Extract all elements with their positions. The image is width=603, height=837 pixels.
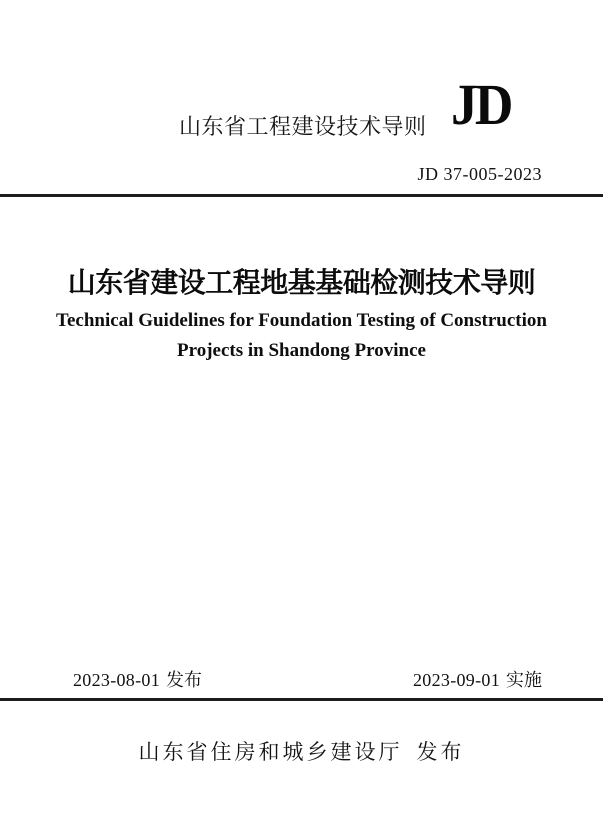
jd-logo: JD [451, 72, 511, 137]
publisher-line [0, 736, 603, 766]
issue-date [73, 666, 202, 692]
standard-code: JD 37-005-2023 [417, 164, 542, 184]
document-title-en-line1: Technical Guidelines for Foundation Testing of Construction [56, 310, 547, 331]
document-title-zh: 山东省建设工程地基基础检测技术导则 [67, 268, 536, 299]
top-divider-line [0, 194, 603, 197]
issue-date-value: 2023-08-01 [73, 670, 160, 690]
bottom-divider-line [0, 698, 603, 701]
implementation-date-value: 2023-09-01 [413, 670, 500, 690]
date-row [73, 666, 542, 692]
publisher-action: 发布 [416, 741, 465, 764]
document-title-en [0, 306, 603, 366]
series-title: 山东省工程建设技术导则 [179, 114, 427, 139]
implementation-date [413, 666, 542, 692]
document-title-en-line2: Projects in Shandong Province [177, 340, 426, 361]
issue-date-label: 发布 [166, 670, 202, 690]
publisher-name: 山东省住房和城乡建设厅 [138, 741, 403, 764]
implementation-date-label: 实施 [506, 670, 542, 690]
